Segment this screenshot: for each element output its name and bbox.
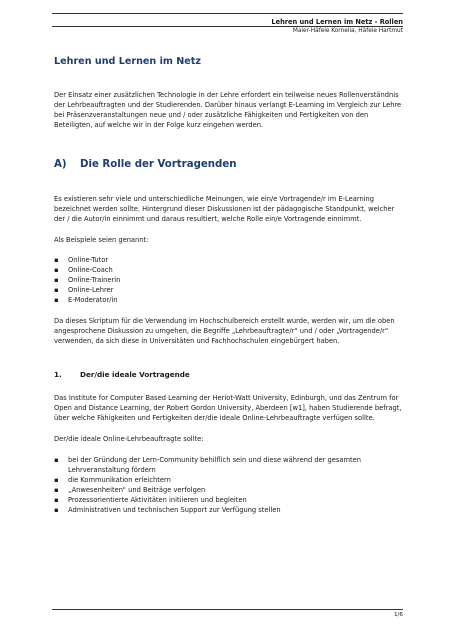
examples-list <box>54 255 402 305</box>
bullet-icon: ▪ <box>54 266 59 274</box>
section-a-paragraph-1: Es existieren sehr viele und unterschiedliche Meinungen, wie ein/e Vortragende/r im E-Learning bezeichnet werden sollte. Hintergrund dieser Diskussionen ist der pädagogische Standpunkt, welcher der / die Autor/in einnimmt und daraus resultiert, welche Rolle ein/e Vortragende einnimmt. <box>54 195 395 223</box>
list-item: ▪ Prozessorientierte Aktivitäten initiieren und begleiten <box>54 496 247 504</box>
subsection-1-title: Der/die ideale Vortragende <box>80 370 190 379</box>
list-item: ▪ Online-Lehrer <box>54 286 114 294</box>
bullet-icon: ▪ <box>54 286 59 294</box>
header-top-rule <box>52 13 403 14</box>
page-title: Lehren und Lernen im Netz <box>54 56 201 67</box>
section-a-title: Die Rolle der Vortragenden <box>80 159 237 170</box>
subsection-1-heading <box>54 370 402 379</box>
examples-intro: Als Beispiele seien genannt: <box>54 236 149 244</box>
header-title: Lehren und Lernen im Netz - Rollen <box>271 18 403 26</box>
ideal-lecturer-list <box>54 455 402 515</box>
list-item: ▪ „Anwesenheiten“ und Beiträge verfolgen <box>54 486 206 494</box>
list-item: ▪ Online-Coach <box>54 266 113 274</box>
list-item: ▪ bei der Gründung der Lern-Community behilflich sein und diese während der gesamten Lehrveranstaltung fördern <box>54 456 361 474</box>
bullet-icon: ▪ <box>54 256 59 264</box>
list-item: ▪ Administrativen und technischen Support zur Verfügung stellen <box>54 506 281 514</box>
section-a-heading <box>54 159 402 170</box>
bullet-icon: ▪ <box>54 276 59 284</box>
subsection-1-number: 1. <box>54 370 62 379</box>
list-item: ▪ Online-Tutor <box>54 256 109 264</box>
header-authors: Maier-Häfele Kornelia, Häfele Hartmut <box>292 28 403 34</box>
footer-rule <box>52 609 403 610</box>
list-item: ▪ die Kommunikation erleichtern <box>54 476 171 484</box>
section-a-number: A) <box>54 159 67 170</box>
list-intro: Der/die ideale Online-Lehrbeauftragte sollte: <box>54 435 204 443</box>
document-body <box>54 56 402 515</box>
bullet-icon: ▪ <box>54 496 59 504</box>
section-a-paragraph-2: Da dieses Skriptum für die Verwendung im Hochschulbereich erstellt wurde, werden wir, um die oben angesprochene Diskussion zu umgehen, die Begriffe „Lehrbeauftragte/r“ und / oder „Vortragende/r“ verwenden, da sich diese in Universitäten und Fachhochschulen eingebürgert haben. <box>54 317 395 345</box>
subsection-1-paragraph: Das Institute for Computer Based Learning der Heriot-Watt University, Edinburgh, und das Zentrum for Open and Distance Learning, der Robert Gordon University, Aberdeen [w1], haben Studierende befragt, über welche Fähigkeiten und Fertigkeiten der/die ideale Online-Lehrbeauftragte verfügen sollte. <box>54 394 402 422</box>
bullet-icon: ▪ <box>54 486 59 494</box>
bullet-icon: ▪ <box>54 296 59 304</box>
list-item: ▪ E-Moderator/in <box>54 296 118 304</box>
list-item: ▪ Online-Trainerin <box>54 276 121 284</box>
header-rule <box>52 26 403 27</box>
bullet-icon: ▪ <box>54 476 59 484</box>
bullet-icon: ▪ <box>54 456 59 464</box>
page-number: 1/6 <box>393 612 403 618</box>
intro-paragraph: Der Einsatz einer zusätzlichen Technologie in der Lehre erfordert ein teilweise neues Rollenverständnis der Lehrbeauftragten und der Studierenden. Darüber hinaus verlangt E-Learning im Vergleich zur Lehre bei Präsenzveranstaltungen neue und / oder zusätzliche Fähigkeiten und Fertigkeiten von den Beteiligten, auf welche wir in der Folge kurz eingehen werden. <box>54 91 402 129</box>
bullet-icon: ▪ <box>54 506 59 514</box>
